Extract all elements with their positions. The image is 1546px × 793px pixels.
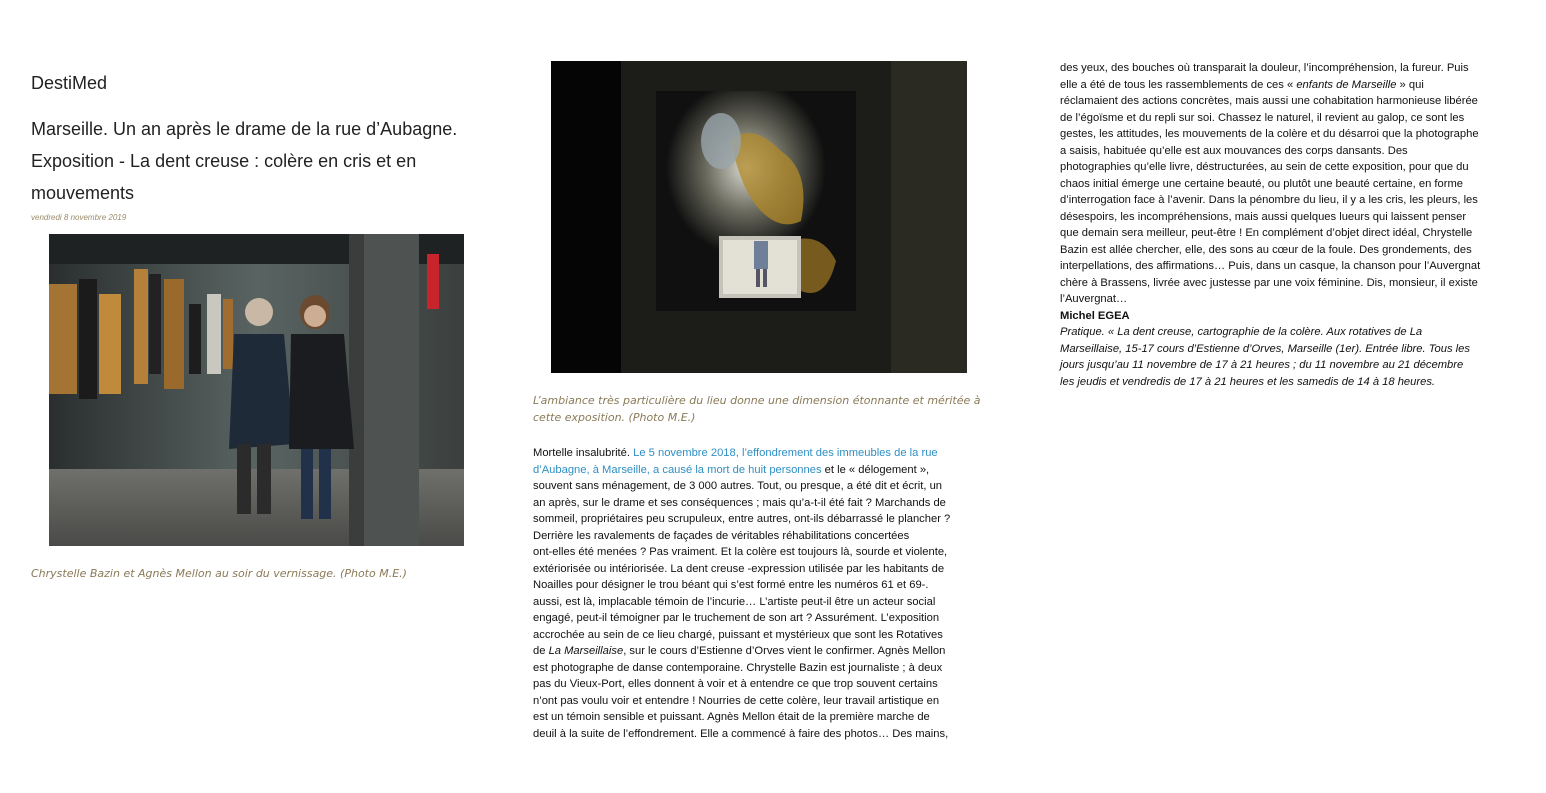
- site-name[interactable]: DestiMed: [31, 73, 108, 93]
- article-body-column-3: [1060, 60, 1520, 390]
- body-line: Noailles pour désigner le trou béant qui s’est formé entre les numéros 61 et 69-.: [533, 579, 929, 591]
- body-line: [533, 462, 983, 479]
- body-line: chaos initial émerge une certaine beauté, ou plutôt une beauté certaine, en forme: [1060, 177, 1464, 190]
- body-line: que demain sera meilleur, peut-être ! En complément d’objet direct idéal, Chrystelle: [1060, 227, 1473, 239]
- practical-info-line: jours jusqu’au 11 novembre de 17 à 21 heures ; du 11 novembre au 21 décembre: [1060, 359, 1464, 371]
- article-body-column-2: [533, 445, 983, 742]
- body-line: est un témoin sensible et puissant. Agnès Mellon était de la première marche de: [533, 711, 930, 723]
- body-text: elle a été de tous les rassemblements de ces «: [1060, 78, 1297, 91]
- body-line: deuil à la suite de l’effondrement. Elle a commencé à faire des photos… Des mains,: [533, 727, 949, 740]
- title-line: Exposition - La dent creuse : colère en cris et en: [31, 151, 417, 171]
- installation-photo-illustration: [551, 61, 967, 373]
- newspaper-name: La Marseillaise: [548, 645, 624, 657]
- caption-line: cette exposition. (Photo M.E.): [533, 411, 696, 424]
- quoted-phrase: enfants de Marseille: [1296, 78, 1397, 91]
- body-line: a saisis, habituée qu’elle est aux mouvances des corps dansants. Des: [1060, 144, 1408, 157]
- article-link[interactable]: Le 5 novembre 2018, l’effondrement des immeubles de la rue: [633, 447, 938, 459]
- body-line: photographies qu’elle livre, déstructurées, au sein de cette exposition, pour que du: [1060, 161, 1469, 173]
- title-line: Marseille. Un an après le drame de la rue d’Aubagne.: [31, 119, 458, 139]
- body-text: , sur le cours d’Estienne d’Orves vient le confirmer. Agnès Mellon: [623, 645, 946, 657]
- body-line: de l’égoïsme et du repli sur soi. Chassez le naturel, il revient au galop, ce sont les: [1060, 111, 1465, 124]
- exhibition-photo-illustration: [49, 234, 464, 546]
- body-line: désespoirs, les incompréhensions, mais aussi quelques lueurs qui laissent penser: [1060, 210, 1467, 223]
- body-line: accrochée au sein de ce lieu chargé, puissant et mystérieux que sont les Rotatives: [533, 628, 943, 641]
- title-line: mouvements: [31, 183, 135, 203]
- practical-info-line: les jeudis et vendredis de 17 à 21 heures et les samedis de 14 à 18 heures.: [1060, 375, 1436, 388]
- body-line: an après, sur le drame et ses conséquences ; mais qu’a-t-il été fait ? Marchands de: [533, 496, 946, 509]
- body-text: de: [533, 645, 549, 657]
- body-text: » qui: [1396, 78, 1424, 91]
- installation-photo: [551, 61, 967, 373]
- body-line: [533, 445, 983, 462]
- body-line: ont-elles été menées ? Pas vraiment. Et la colère est toujours là, sourde et violente,: [533, 546, 948, 558]
- article-link[interactable]: d’Aubagne, à Marseille, a causé la mort de huit personnes: [533, 463, 822, 476]
- author-name: Michel EGEA: [1060, 309, 1130, 322]
- body-line: [1060, 77, 1520, 94]
- body-line: engagé, peut-il témoigner par le truchement de son art ? Assurément. L’exposition: [533, 612, 940, 624]
- photo-caption: [533, 392, 988, 426]
- body-line: des yeux, des bouches où transparait la douleur, l’incompréhension, la fureur. Puis: [1060, 62, 1469, 74]
- photo-caption: Chrystelle Bazin et Agnès Mellon au soir du vernissage. (Photo M.E.): [31, 567, 407, 580]
- body-line: réclamaient des actions concrètes, mais aussi une cohabitation harmonieuse libérée: [1060, 95, 1478, 107]
- body-line: aussi, est là, implacable témoin de l’incurie… L’artiste peut-il être un acteur social: [533, 595, 936, 608]
- body-line: l’Auvergnat…: [1060, 293, 1128, 305]
- body-line: interpellations, des affirmations… Puis, dans un casque, la chanson pour l’Auvergnat: [1060, 260, 1481, 272]
- article-date: vendredi 8 novembre 2019: [31, 213, 127, 222]
- body-text: et le « délogement »,: [821, 463, 930, 476]
- body-line: [533, 643, 983, 660]
- body-line: sommeil, propriétaires peu scrupuleux, entre autres, ont-ils débarrassé le plancher ?: [533, 513, 951, 525]
- body-line: gestes, les attitudes, les mouvements de la colère et du désarroi que la photographe: [1060, 128, 1479, 140]
- body-line: Bazin est allée chercher, elle, des sons au cœur de la foule. Des grondements, des: [1060, 243, 1472, 256]
- article-title: [31, 113, 481, 209]
- body-line: d’interrogation face à l’avenir. Dans la pénombre du lieu, il y a les cris, les pleurs, les: [1060, 194, 1478, 206]
- practical-info-line: Pratique. « La dent creuse, cartographie de la colère. Aux rotatives de La: [1060, 326, 1423, 338]
- exhibition-photo: [49, 234, 464, 546]
- caption-line: L’ambiance très particulière du lieu donne une dimension étonnante et méritée à: [533, 394, 981, 407]
- lead-text: Mortelle insalubrité.: [533, 447, 634, 459]
- practical-info-line: Marseillaise, 15-17 cours d’Estienne d’Orves, Marseille (1er). Entrée libre. Tous les: [1060, 342, 1470, 355]
- body-line: extériorisée ou intériorisée. La dent creuse -expression utilisée par les habitants de: [533, 562, 945, 575]
- body-line: est photographe de danse contemporaine. Chrystelle Bazin est journaliste ; à deux: [533, 661, 943, 674]
- body-line: n’ont pas voulu voir et entendre ! Nourries de cette colère, leur travail artistique en: [533, 694, 940, 707]
- body-line: Derrière les ravalements de façades de véritables réhabilitations concertées: [533, 529, 910, 542]
- body-line: souvent sans ménagement, de 3 000 autres. Tout, ou presque, a été dit et écrit, un: [533, 480, 943, 492]
- body-line: pas du Vieux-Port, elles donnent à voir et à entendre ce que trop souvent certains: [533, 678, 938, 690]
- body-line: chère à Brassens, livrée avec justesse par une voix féminine. Dis, monsieur, il existe: [1060, 276, 1478, 289]
